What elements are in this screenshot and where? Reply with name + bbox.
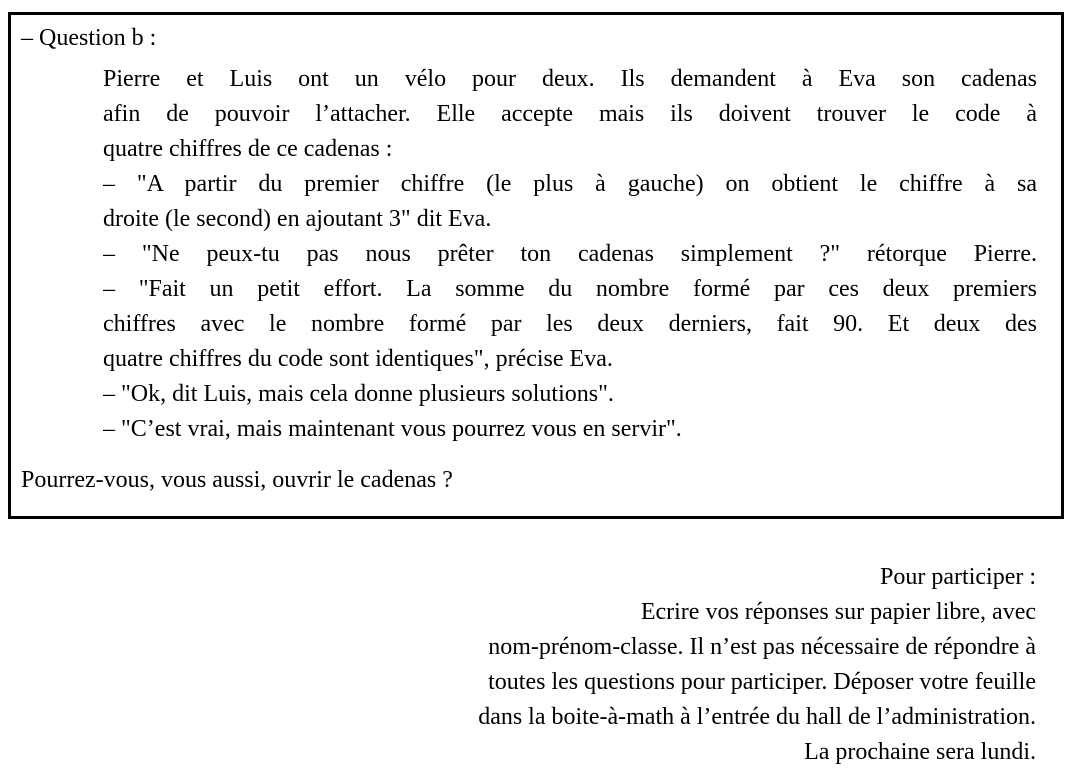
note-line: toutes les questions pour participer. Déposer votre feuille <box>488 669 1036 695</box>
paragraph-line: – "Ne peux-tu pas nous prêter ton cadenas simplement ?" rétorque Pierre. <box>103 241 1037 267</box>
paragraph-line: – "Fait un petit effort. La somme du nombre formé par ces deux premiers <box>103 276 1037 302</box>
paragraph-line: chiffres avec le nombre formé par les deux derniers, fait 90. Et deux des <box>103 311 1037 337</box>
note-line: dans la boite-à-math à l’entrée du hall de l’administration. <box>478 704 1036 730</box>
participation-note <box>0 560 1036 770</box>
paragraph-line: quatre chiffres de ce cadenas : <box>103 136 393 162</box>
note-line: La prochaine sera lundi. <box>804 739 1036 765</box>
paragraph-line: – "C’est vrai, mais maintenant vous pourrez vous en servir". <box>103 416 682 442</box>
question-label: – Question b : <box>21 25 157 51</box>
paragraph-line: – "A partir du premier chiffre (le plus à gauche) on obtient le chiffre à sa <box>103 171 1037 197</box>
paragraph-line: droite (le second) en ajoutant 3" dit Eva. <box>103 206 492 232</box>
paragraph-line: afin de pouvoir l’attacher. Elle accepte mais ils doivent trouver le code à <box>103 101 1037 127</box>
paragraph-line: Pierre et Luis ont un vélo pour deux. Ils demandent à Eva son cadenas <box>103 66 1037 92</box>
closing-question: Pourrez-vous, vous aussi, ouvrir le cadenas ? <box>21 467 453 493</box>
note-line: nom-prénom-classe. Il n’est pas nécessaire de répondre à <box>488 634 1036 660</box>
paragraph-line: – "Ok, dit Luis, mais cela donne plusieurs solutions". <box>103 381 614 407</box>
question-box <box>8 12 1064 519</box>
paragraph-line: quatre chiffres du code sont identiques", précise Eva. <box>103 346 613 372</box>
note-line: Ecrire vos réponses sur papier libre, avec <box>640 599 1036 625</box>
note-line: Pour participer : <box>880 564 1036 590</box>
problem-text <box>103 62 1037 447</box>
